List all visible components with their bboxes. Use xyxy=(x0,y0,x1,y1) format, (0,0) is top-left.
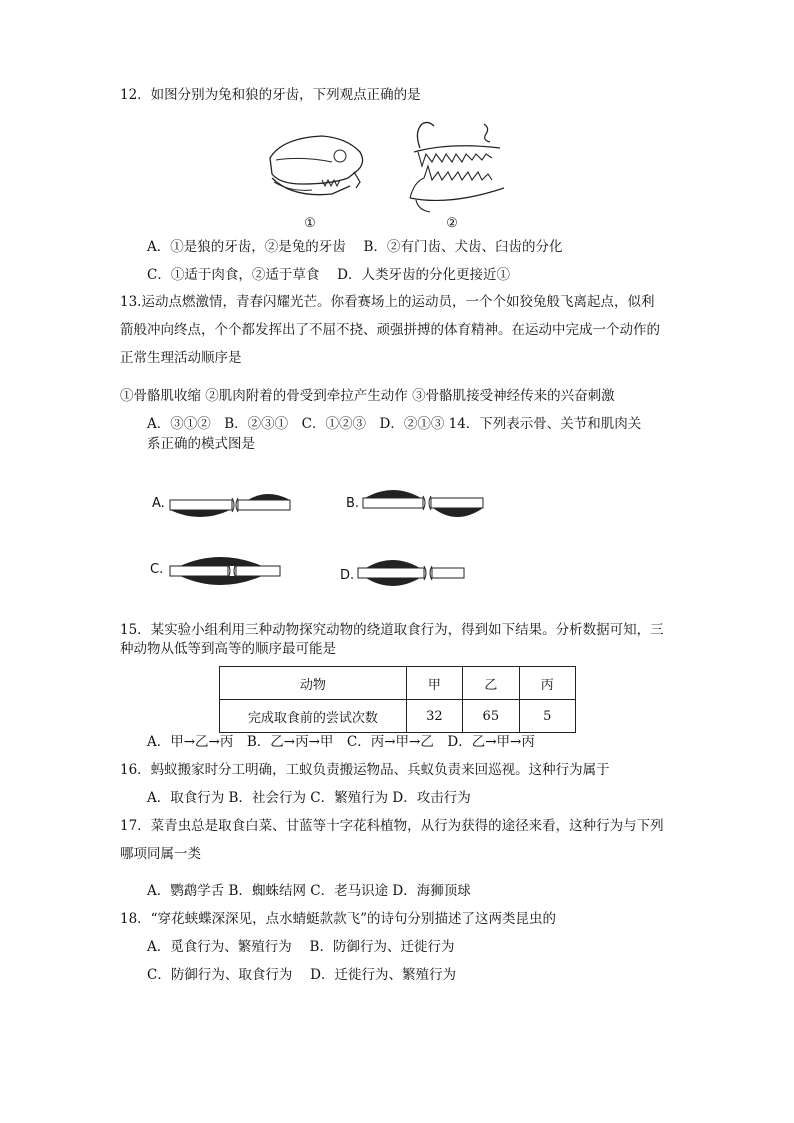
q13-stem-line3: 正常生理活动顺序是 xyxy=(120,350,242,366)
q14-stem-line2: 系正确的模式图是 xyxy=(147,436,255,452)
table-cell: 65 xyxy=(463,700,519,733)
experiment-table xyxy=(219,666,576,733)
diagram-label-b: B. xyxy=(346,496,360,511)
q18-stem: 18．“穿花蛱蝶深深见，点水蜻蜓款款飞”的诗句分别描述了这两类昆虫的 xyxy=(120,911,556,927)
table-cell: 5 xyxy=(519,700,575,733)
table-header-cell: 丙 xyxy=(519,667,575,700)
q13-stem-line1: 13.运动点燃激情，青春闪耀光芒。你看赛场上的运动员，一个个如狡兔般飞离起点，似利 xyxy=(120,294,655,310)
bone-diagram-b xyxy=(345,484,495,528)
q17-stem-line1: 17．菜青虫总是取食白菜、甘蓝等十字花科植物，从行为获得的途径来看，这种行为与下列 xyxy=(120,818,664,834)
table-header-cell: 乙 xyxy=(463,667,519,700)
q16-stem: 16．蚂蚁搬家时分工明确，工蚁负责搬运物品、兵蚁负责来回巡视。这种行为属于 xyxy=(120,762,610,778)
figure-label-2: ② xyxy=(446,216,458,231)
q17-options: A．鹦鹉学舌 B．蜘蛛结网 C．老马识途 D．海狮顶球 xyxy=(147,883,471,899)
table-row xyxy=(220,700,576,733)
q15-stem-line1: 15．某实验小组利用三种动物探究动物的绕道取食行为，得到如下结果。分析数据可知，三 xyxy=(120,622,664,638)
q13-options-q14-line1: A．③①② B．②③① C．①②③ D．②①③ 14．下列表示骨、关节和肌肉关 xyxy=(147,416,642,432)
q16-options: A．取食行为 B．社会行为 C．繁殖行为 D．攻击行为 xyxy=(147,790,471,806)
diagram-label-d: D. xyxy=(340,568,355,583)
q13-statements: ①骨骼肌收缩 ②肌肉附着的骨受到牵拉产生动作 ③骨骼肌接受神经传来的兴奋刺激 xyxy=(120,388,615,404)
bone-diagram-c xyxy=(150,548,290,596)
table-header-cell: 甲 xyxy=(406,667,462,700)
rabbit-skull-figure xyxy=(262,128,372,218)
q15-options: A．甲→乙→丙 B．乙→丙→甲 C．丙→甲→乙 D．乙→甲→丙 xyxy=(147,734,535,750)
diagram-label-c: C. xyxy=(150,562,164,577)
bone-diagram-d xyxy=(340,552,470,596)
table-header-cell: 动物 xyxy=(220,667,407,700)
q17-stem-line2: 哪项同属一类 xyxy=(120,846,201,862)
q12-options-row1: A．①是狼的牙齿，②是兔的牙齿 B．②有门齿、犬齿、臼齿的分化 xyxy=(147,239,563,255)
q12-options-row2: C．①适于肉食，②适于草食 D．人类牙齿的分化更接近① xyxy=(147,267,510,283)
q18-options-row1: A．觅食行为、繁殖行为 B．防御行为、迁徙行为 xyxy=(147,939,455,955)
table-cell: 完成取食前的尝试次数 xyxy=(220,700,407,733)
figure-label-1: ① xyxy=(304,216,316,231)
q12-stem: 12．如图分别为兔和狼的牙齿，下列观点正确的是 xyxy=(120,87,421,103)
wolf-skull-figure xyxy=(400,118,515,218)
table-cell: 32 xyxy=(406,700,462,733)
table-header-row xyxy=(220,667,576,700)
q18-options-row2: C．防御行为、取食行为 D．迁徙行为、繁殖行为 xyxy=(147,967,456,983)
q13-stem-line2: 箭般冲向终点，个个都发挥出了不屈不挠、顽强拼搏的体育精神。在运动中完成一个动作的 xyxy=(120,322,660,338)
q15-stem-line2: 种动物从低等到高等的顺序最可能是 xyxy=(120,641,336,657)
bone-diagram-a xyxy=(150,488,300,528)
diagram-label-a: A. xyxy=(152,496,165,511)
